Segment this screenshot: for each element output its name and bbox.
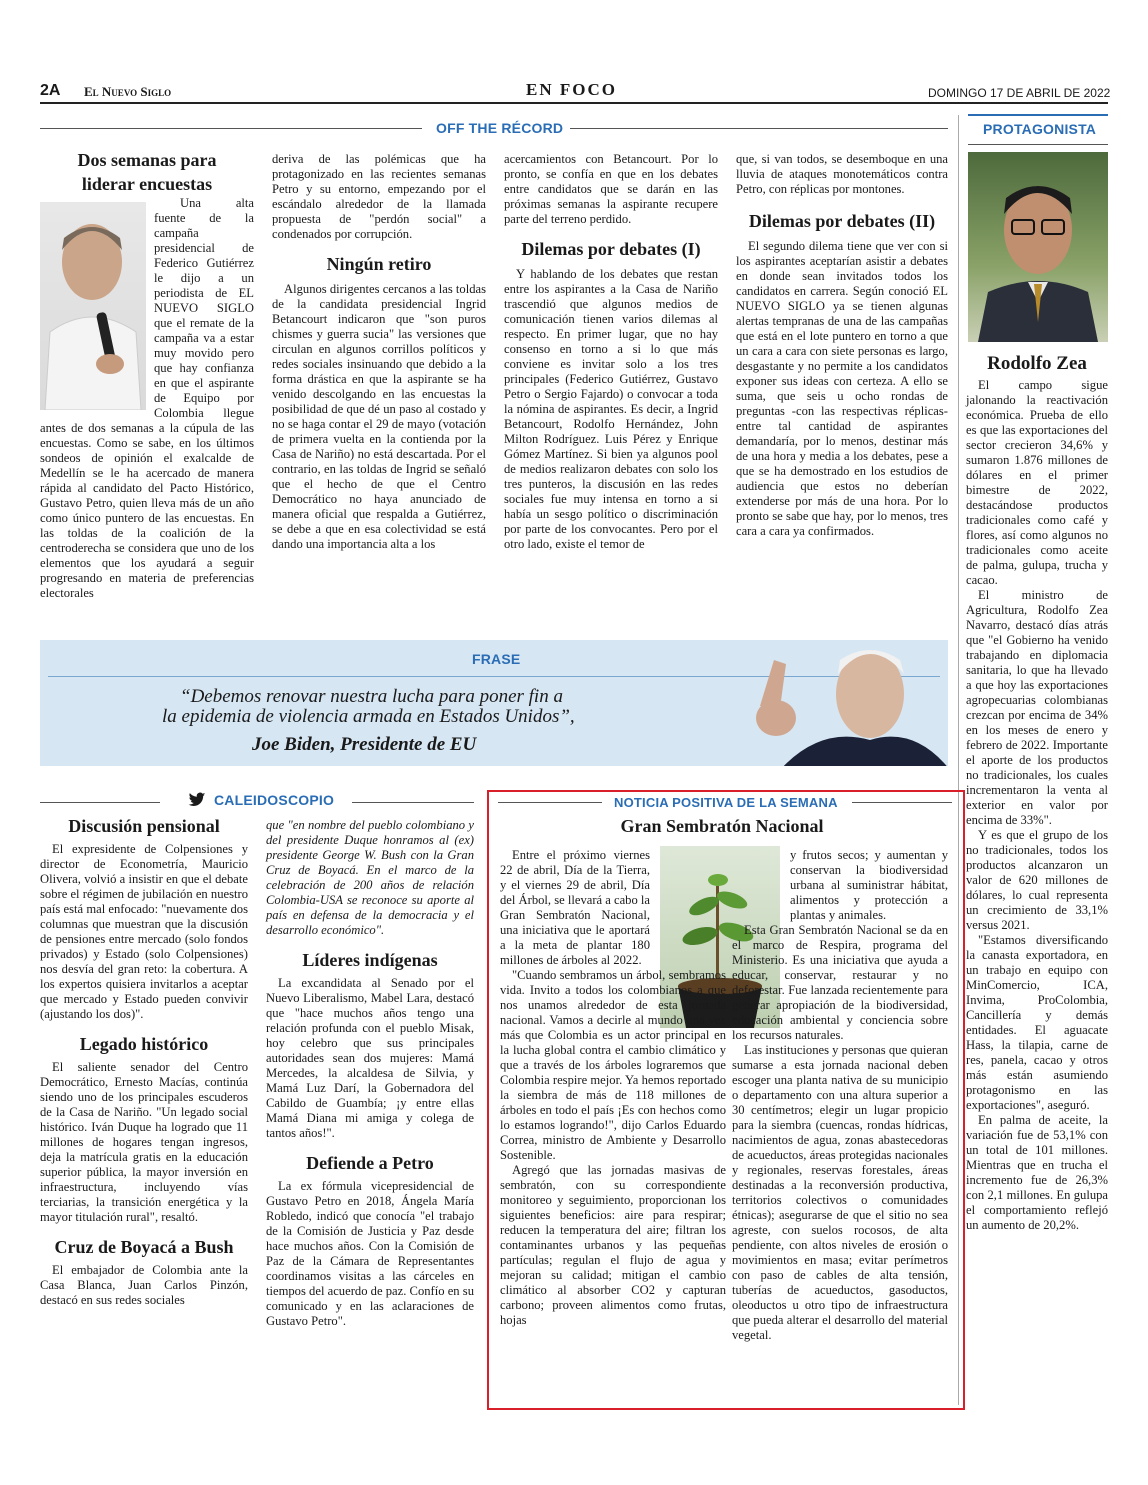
federico-photo: [40, 202, 146, 410]
protagonista-body: El campo sigue jalonando la reactivación económica. Prueba de ello es que las exportaciones del sector crecieron 34,6% y sumaron 1.876 millones de dólares en el primer bimestre de 2022, destacándose productos tradicionales como café y flores, así como algunos no tradicionales como aceite de palma, gulupa, trucha y cacao. El ministro de Agricultura, Rodolfo Zea Navarro, destacó días atrás que "el Gobierno ha venido trabajando en diplomacia sanitaria, lo que ha llevado a que hoy las exportaciones agropecuarias colombianas crezcan por encima de 34% en los meses de enero y febrero de 2022. Importante el aporte de los productos no tradicionales, los cuales incrementaron la venta al exterior en valor por encima de 33%". Y es que el grupo de los no tradicionales, todos los productos alcanzaron un valor de 620 millones de dólares, lo cual representa un crecimiento de 33,1% versus 2021. "Estamos diversificando la canasta exportadora, en un trabajo en equipo con MinComercio, ICA, Invima, ProColombia, Cancillería y demás entidades. El aguacate Hass, la tilapia, carne de res, panela, cacao y otros más están asumiendo protagonismo en las exportaciones", aseguró. En palma de aceite, la variación fue de 53,1% con un total de 101 millones. Mientras que en trucha el incremento fue de 26,3% con 2,1 millones. En gulupa el comportamiento reflejó un aumento de 20,2%.: [966, 378, 1108, 1232]
article-body: Agregó que las jornadas masivas de sembratón, con su correspondiente monitoreo y seguimiento, proporcionan los siguientes beneficios: aire para respirar; reducen la temperatura del aire; filtran los contaminantes urbanos y las pequeñas partículas; regulan el flujo de agua y mejoran su calidad; mitigan el cambio climático al absorber CO2 y capturan carbono; proveen alimentos como frutas, hojas: [500, 1163, 726, 1327]
off-record-col3: [504, 152, 718, 552]
article-continuation: que "en nombre del pueblo colombiano y del presidente Duque honramos al (ex) presidente George W. Bush con la Gran Cruz de Boyacá. En el marco de la celebración de 200 años de relación Colombia-USA se reconoce su aporte al país en defensa de la democracia y el desarrollo económico".: [266, 818, 474, 937]
article-body: Entre el próximo viernes 22 de abril, Día de la Tierra, y el viernes 29 de abril, Día del Árbol, se llevará a cabo la Gran Sembratón Nacional, una iniciativa que le aportará a la meta de plantar 180 millones de árboles al 2022.: [500, 848, 651, 967]
article-body: La ex fórmula vicepresidencial de Gustavo Petro en 2018, Ángela María Robledo, indicó que conocía "el trabajo de la Comisión de Justicia y Paz desde hace muchos años. Con la Comisión de Paz de la Cámara de Representantes coordinamos visitas a las cárceles en tiempos del acuerdo de paz. Confío en su comunicado y en las aclaraciones de Gustavo Petro".: [266, 1179, 474, 1328]
frase-quote-line1: “Debemos renovar nuestra lucha para poner fin a: [180, 686, 563, 707]
noticia-rule-left: [498, 802, 602, 803]
article-continuation: que, si van todos, se desemboque en una lluvia de ataques monotemáticos contra Petro, con réplicas por montones.: [736, 152, 948, 196]
article-body: El embajador de Colombia ante la Casa Blanca, Juan Carlos Pinzón, destacó en sus redes sociales: [40, 1263, 248, 1307]
protagonista-rule-top: [968, 114, 1108, 116]
frase-label: FRASE: [472, 651, 521, 667]
protagonista-col: [966, 352, 1108, 1233]
article-title: Dilemas por debates (II): [748, 211, 936, 231]
article-body: El saliente senador del Centro Democrático, Ernesto Macías, continúa siendo uno de los principales escuderos de la Casa de Nariño. "Un legado social histórico. Iván Duque ha logrado que 11 millones de hogares tengan ingresos, deja la matrícula gratis en la educación superior pública, la mayor inversión en infraestructura, incluyendo vías terciarias, la transición energética y la mayor titulación rural", resaltó.: [40, 1060, 248, 1224]
article-body: Las instituciones y personas que quieran sumarse a esta jornada nacional deben escoger una planta nativa de su municipio o departamento con una altura superior a 30 centímetros; elegir un lugar propicio para la siembra (cuencas, rondas hídricas, nacimientos de agua, zonas abastecedoras de acueductos, áreas protegidas nacionales y regionales, reservas forestales, áreas destinadas a la reconversión productiva, territorios colectivos o comunidades étnicas); asegurarse de que el sitio no sea agreste, con suelos rocosos, de alta pendiente, con altos niveles de erosión o movimientos en masa; evitar perímetros con paso de cables de alta tensión, tuberías de acueductos, gasoductos, oleoductos u otro tipo de infraestructura que pueda alterar el desarrollo del material vegetal.: [732, 1043, 948, 1342]
article-body: Y hablando de los debates que restan entre los aspirantes a la Casa de Nariño trascendió que algunos medios de comunicación tienen varios dilemas al respecto. En primer lugar, que no hay consenso en torno a si lo que más conviene es invitar solo a los tres principales (Federico Gutiérrez, Gustavo Petro o Sergio Fajardo) o convocar a toda la nómina de aspirantes. Es decir, a Ingrid Betancourt, Rodolfo Hernández, John Milton Rodríguez. Luis Pérez y Enrique Gómez Martínez. Si bien ya algunos pool de medios realizaron debates con solo los tres punteros, la discusión en las redes sociales fue muy intensa en torno a si había un sesgo político o discriminación por parte de los convocantes. Pero por el otro lado, existe el temor de: [504, 267, 718, 551]
article-continuation: y frutos secos; y aumentan y conservan la biodiversidad urbana al suministrar hábitat, alimentos y protección a plantas y animales.: [790, 848, 948, 922]
paper-name: El Nuevo Siglo: [84, 84, 172, 99]
noticia-title: Gran Sembratón Nacional: [620, 816, 824, 836]
article-body: El segundo dilema tiene que ver con si los aspirantes aceptarían asistir a debates en donde sean invitados todos los candidatos en carrera. Según conoció EL NUEVO SIGLO ya se tienen algunas alertas tempranas de una de las campañas que está en el lote puntero en torno a que un cara a cara con siete personas es largo, desgastante y no permite a los candidatos exponer sus ideas con certeza. A ello se suma, que seis u ocho rondas de preguntas -con las respectivas réplicas- entre tal cantidad de aspirantes demandaría, por lo menos, destinar más de una hora y media a los debates, pese a que se ha demostrado en los estudios de audiencia que estos no deberían extenderse por más de una hora. Por lo pronto se sabe que hay, por lo menos, tres cara a cara ya confirmados.: [736, 239, 948, 538]
article-body: "Cuando sembramos un árbol, sembramos vida. Invito a todos los colombianos a que nos unamos alrededor de esta jornada nacional. Vamos a decirle al mundo una vez más que Colombia es un actor principal en la lucha global contra el cambio climático y que a través de los árboles lograremos que Colombia respire mejor. Ya hemos reportado la siembra de más de 118 millones de árboles en todo el país ¡Es con hechos como lo estamos logrando!", dijo Carlos Eduardo Correa, ministro de Ambiente y Desarrollo Sostenible.: [500, 968, 726, 1162]
off-record-col1: [40, 148, 254, 601]
protagonista-rule-bottom: [968, 144, 1108, 145]
article-title: Legado histórico: [79, 1034, 209, 1054]
rodolfo-zea-photo: [968, 152, 1108, 342]
off-record-col2: [272, 152, 486, 552]
article-body: Esta Gran Sembratón Nacional se da en el marco de Respira, programa del Ministerio. Es una iniciativa que ayuda a educar, conservar, restaurar y no deforestar. Fue lanzada recientemente para generar apropiación de la biodiversidad, educación ambiental y conciencia sobre los recursos naturales.: [732, 923, 948, 1042]
article-title: Dilemas por debates (I): [521, 239, 701, 259]
page-number: 2A: [40, 82, 61, 99]
caleidoscopio-rule-right: [352, 802, 474, 803]
article-continuation: acercamientos con Betancourt. Por lo pronto, se confía en que en los debates entre candidatos que se darán en las próximas semanas la aspirante recupere parte del terreno perdido.: [504, 152, 718, 226]
biden-photo: [700, 640, 948, 766]
article-continuation: deriva de las polémicas que ha protagonizado en las recientes semanas Petro y su entorno, empezando por el escándalo alrededor de la llamada propuesta de "perdón social" a condenados por corrupción.: [272, 152, 486, 241]
off-record-rule-left: [40, 128, 422, 129]
article-title: Discusión pensional: [68, 816, 220, 836]
protagonista-label: PROTAGONISTA: [983, 121, 1097, 137]
caleidoscopio-rule-left: [40, 802, 160, 803]
protagonista-name: Rodolfo Zea: [987, 353, 1087, 374]
off-record-label: OFF THE RÉCORD: [436, 120, 564, 136]
article-body: Algunos dirigentes cercanos a las toldas de la candidata presidencial Ingrid Betancourt indicaron que "son puros chismes y guerra sucia" las versiones que circulan en algunos corrillos políticos y redes sociales insinuando que debido a la forma drástica en que la aspirante se ha venido descolgando en las encuestas la posibilidad de que dé un paso al costado y no se haga contar el 29 de mayo (votación de primera vuelta en la contienda por la Casa de Nariño) no está descartada. Por el contrario, en las toldas de Ingrid se señaló que el hecho de que el Centro Democrático no haya anunciado de manera oficial que respalda a Gutiérrez, se debe a que en esa colectividad se está dando una importancia alta a los: [272, 282, 486, 551]
off-record-col4: [736, 152, 948, 539]
article-title: Ningún retiro: [326, 254, 432, 274]
article-body: El expresidente de Colpensiones y director de Econometría, Mauricio Olivera, volvió a insistir en que el debate sobre el régimen de jubilación en nuestro país está mal enfocado: "nuevamente dos columnas que muestran que la discusión de pensiones entre mercado (solo fondos privados) y Estado (solo Colpensiones) nos desvía del gran reto: la cobertura. A los expertos quisiera invitarlos a aceptar que mercado y Estado pueden convivir (ajustando los dos)".: [40, 842, 248, 1021]
caleidoscopio-col2: [266, 818, 474, 1329]
article-body: Una alta fuente de la campaña presidencial de Federico Gutiérrez le dijo a un periodista de EL NUEVO SIGLO que el remate de la campaña va a estar muy movido pero que hay confianza en que el aspirante de Equipo por Colombia llegue antes de dos semanas a la cúpula de las encuestas. Como se sabe, en los últimos sondeos de opinión el exalcalde de Medellín se le ha acercado de manera rápida al candidato del Pacto Histórico, Gustavo Petro, quien lleva más de un año como único puntero de las encuestas. En las toldas de la coalición de la centroderecha se considera que uno de los elementos que los ayudará a seguir progresando en materia de preferencias electorales: [40, 196, 254, 600]
header-rule: [40, 102, 1108, 104]
frase-author: Joe Biden, Presidente de EU: [252, 734, 477, 755]
frase-quote-line2: la epidemia de violencia armada en Estados Unidos”,: [162, 706, 575, 727]
section-title: EN FOCO: [526, 80, 617, 99]
noticia-rule-right: [852, 802, 952, 803]
article-title: Cruz de Boyacá a Bush: [54, 1237, 234, 1257]
noticia-col2: [732, 848, 948, 1343]
issue-date: DOMINGO 17 DE ABRIL DE 2022: [928, 86, 1111, 100]
article-title: Líderes indígenas: [302, 950, 438, 970]
frase-box: [40, 640, 948, 766]
off-record-rule-right: [570, 128, 948, 129]
caleidoscopio-label: CALEIDOSCOPIO: [214, 792, 335, 808]
caleidoscopio-col1: [40, 814, 248, 1308]
twitter-icon: [188, 792, 206, 808]
article-title: Dos semanas para liderar encuestas: [77, 150, 217, 194]
article-body: La excandidata al Senado por el Nuevo Liberalismo, Mabel Lara, destacó que "hace muchos años tengo una relación profunda con el pueblo Misak, hoy celebro que sus principales autoridades sean dos mujeres: Mamá Mercedes, la alcaldesa de Silvia, y Mamá Luz Darí, la Gobernadora del Cabildo de Guambía; ¡y entre ellas Mamá Diana mi amiga y colega de tantos años!".: [266, 976, 474, 1140]
noticia-label: NOTICIA POSITIVA DE LA SEMANA: [614, 795, 838, 810]
noticia-col1: [500, 848, 726, 1328]
article-title: Defiende a Petro: [306, 1153, 434, 1173]
